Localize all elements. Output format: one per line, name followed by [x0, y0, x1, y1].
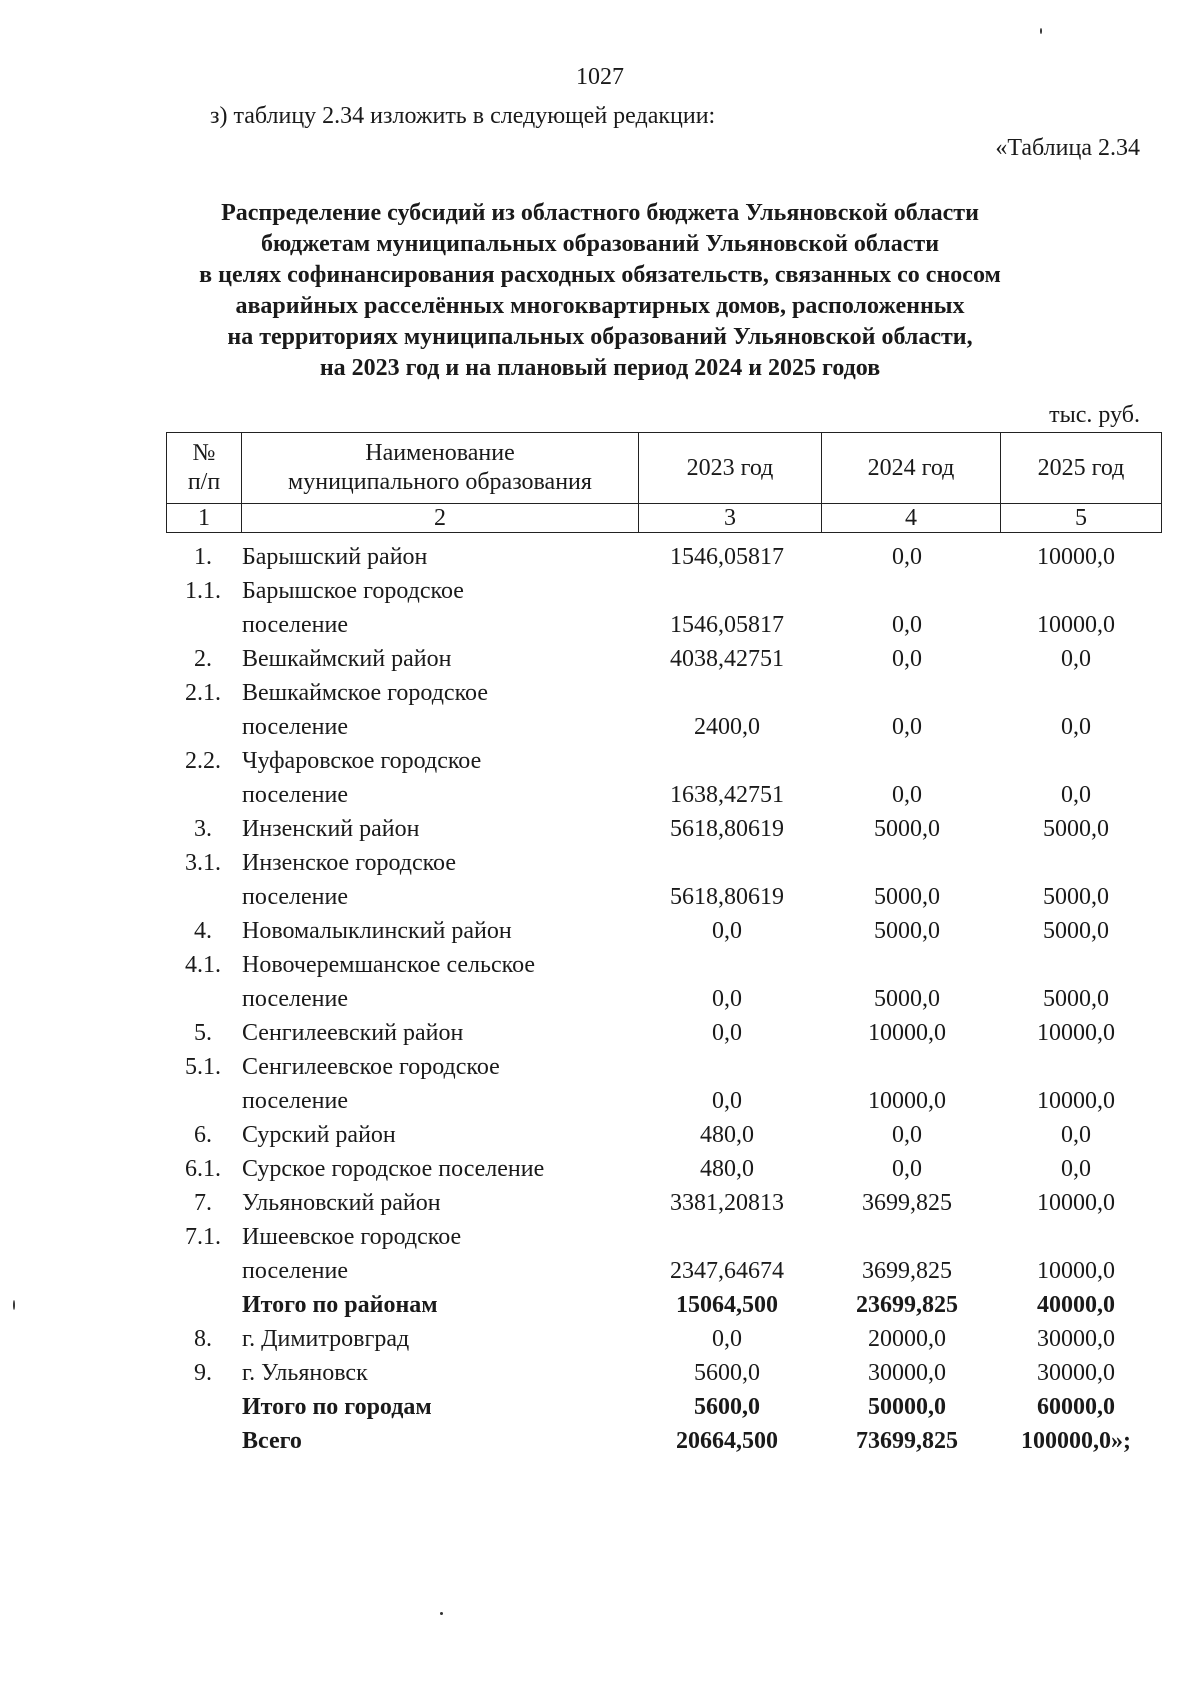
value-2023: 1546,05817	[670, 544, 784, 570]
row-number: 6.1.	[185, 1156, 221, 1182]
row-name-line: Ишеевское городское	[242, 1224, 462, 1250]
row-name	[240, 1186, 636, 1220]
value-2023: 0,0	[712, 1326, 742, 1352]
row-name	[240, 1220, 636, 1288]
table-row	[166, 914, 1156, 948]
header-colnum: 4	[822, 504, 1001, 533]
title-line: на 2023 год и на плановый период 2024 и 2025 годов	[319, 355, 881, 381]
value-2023: 3381,20813	[670, 1190, 784, 1216]
value-2024: 5000,0	[874, 816, 940, 842]
header-num: № п/п	[167, 433, 242, 504]
row-name	[240, 1050, 636, 1118]
value-2024: 73699,825	[856, 1428, 958, 1454]
row-name	[240, 914, 636, 948]
value-2025: 10000,0	[1037, 1020, 1115, 1046]
scan-speck	[440, 1612, 443, 1615]
table-row	[166, 574, 1156, 642]
document-title	[0, 198, 1200, 384]
row-name	[240, 1424, 636, 1458]
value-2025: 5000,0	[1043, 816, 1109, 842]
table-row	[166, 1152, 1156, 1186]
row-name	[240, 1288, 636, 1322]
row-name-line: Чуфаровское городское	[242, 748, 482, 774]
row-name-line: Инзенский район	[242, 816, 420, 842]
row-name-line: Барышский район	[242, 544, 428, 570]
value-2025: 40000,0	[1037, 1292, 1115, 1318]
row-name-line: Сенгилеевский район	[242, 1020, 464, 1046]
row-name-line: поселение	[242, 986, 349, 1012]
row-name	[240, 1390, 636, 1424]
value-2024: 3699,825	[862, 1190, 952, 1216]
value-2023: 20664,500	[676, 1428, 778, 1454]
row-number: 2.2.	[185, 748, 221, 774]
value-2024: 5000,0	[874, 884, 940, 910]
row-name-line: Сенгилеевское городское	[242, 1054, 500, 1080]
row-name-line: поселение	[242, 612, 349, 638]
value-2025: 10000,0	[1037, 1088, 1115, 1114]
value-2024: 0,0	[892, 544, 922, 570]
value-2025: 0,0	[1061, 782, 1091, 808]
value-2023: 2347,64674	[670, 1258, 784, 1284]
value-2023: 1638,42751	[670, 782, 784, 808]
row-name-line: поселение	[242, 714, 349, 740]
value-2025: 60000,0	[1037, 1394, 1115, 1420]
row-number: 4.	[194, 918, 212, 944]
header-colnum: 3	[639, 504, 822, 533]
intro-text: з) таблицу 2.34 изложить в следующей редакции:	[210, 103, 716, 129]
scan-speck	[13, 1300, 15, 1310]
row-name	[240, 1152, 636, 1186]
row-number: 3.1.	[185, 850, 221, 876]
value-2025: 10000,0	[1037, 1190, 1115, 1216]
value-2024: 0,0	[892, 782, 922, 808]
table-row	[166, 1016, 1156, 1050]
value-2023: 0,0	[712, 1020, 742, 1046]
row-name-line: Ульяновский район	[242, 1190, 441, 1216]
header-name: Наименование муниципального образования	[242, 433, 639, 504]
row-name	[240, 574, 636, 642]
table-row	[166, 1050, 1156, 1118]
table-row	[166, 1322, 1156, 1356]
row-name-line: Вешкаймское городское	[242, 680, 488, 706]
row-number: 4.1.	[185, 952, 221, 978]
table-row	[166, 1288, 1156, 1322]
title-line: Распределение субсидий из областного бюджета Ульяновской области	[221, 200, 979, 226]
row-name-line: поселение	[242, 1258, 349, 1284]
value-2024: 30000,0	[868, 1360, 946, 1386]
row-name-line: поселение	[242, 1088, 349, 1114]
row-name	[240, 812, 636, 846]
title-line: на территориях муниципальных образований Ульяновской области,	[227, 324, 973, 350]
table-row	[166, 744, 1156, 812]
value-2024: 10000,0	[868, 1088, 946, 1114]
value-2024: 0,0	[892, 1122, 922, 1148]
row-name-line: Вешкаймский район	[242, 646, 452, 672]
value-2025: 5000,0	[1043, 918, 1109, 944]
row-number: 9.	[194, 1360, 212, 1386]
header-2024: 2024 год	[822, 433, 1001, 504]
value-2025: 5000,0	[1043, 986, 1109, 1012]
row-number: 5.	[194, 1020, 212, 1046]
table-header	[166, 432, 1162, 533]
table-row	[166, 1356, 1156, 1390]
row-name-line: Сурский район	[242, 1122, 396, 1148]
value-2023: 0,0	[712, 918, 742, 944]
table-row	[166, 1390, 1156, 1424]
row-name-line: Барышское городское	[242, 578, 464, 604]
header-colnum: 2	[242, 504, 639, 533]
value-2024: 0,0	[892, 646, 922, 672]
row-name-line: Новомалыклинский район	[242, 918, 512, 944]
row-name	[240, 1322, 636, 1356]
row-name	[240, 642, 636, 676]
value-2025: 30000,0	[1037, 1360, 1115, 1386]
row-name-line: Итого по районам	[242, 1292, 438, 1318]
row-number: 3.	[194, 816, 212, 842]
table-reference: «Таблица 2.34	[995, 135, 1140, 161]
table-row	[166, 642, 1156, 676]
value-2024: 50000,0	[868, 1394, 946, 1420]
table-row	[166, 1186, 1156, 1220]
row-number: 1.	[194, 544, 212, 570]
value-2024: 3699,825	[862, 1258, 952, 1284]
value-2024: 5000,0	[874, 918, 940, 944]
row-name	[240, 676, 636, 744]
value-2023: 480,0	[700, 1122, 754, 1148]
value-2024: 23699,825	[856, 1292, 958, 1318]
row-name	[240, 1118, 636, 1152]
table-row	[166, 540, 1156, 574]
table-row	[166, 948, 1156, 1016]
value-2025: 5000,0	[1043, 884, 1109, 910]
row-name-line: поселение	[242, 782, 349, 808]
row-name	[240, 540, 636, 574]
value-2023: 4038,42751	[670, 646, 784, 672]
value-2023: 5618,80619	[670, 816, 784, 842]
value-2023: 5600,0	[694, 1360, 760, 1386]
row-name-line: Всего	[242, 1428, 302, 1454]
row-name-line: поселение	[242, 884, 349, 910]
value-2023: 2400,0	[694, 714, 760, 740]
row-number: 7.1.	[185, 1224, 221, 1250]
title-line: аварийных расселённых многоквартирных домов, расположенных	[235, 293, 965, 319]
value-2023: 480,0	[700, 1156, 754, 1182]
title-line: бюджетам муниципальных образований Ульяновской области	[260, 231, 940, 257]
value-2024: 0,0	[892, 714, 922, 740]
row-name	[240, 1016, 636, 1050]
value-2023: 1546,05817	[670, 612, 784, 638]
scan-speck	[1040, 28, 1042, 34]
header-colnum: 5	[1001, 504, 1162, 533]
row-name-line: Новочеремшанское сельское	[242, 952, 536, 978]
value-2023: 5618,80619	[670, 884, 784, 910]
row-name-line: г. Ульяновск	[242, 1360, 368, 1386]
table-row	[166, 812, 1156, 846]
row-name	[240, 744, 636, 812]
header-2023: 2023 год	[639, 433, 822, 504]
row-number: 2.	[194, 646, 212, 672]
value-2024: 5000,0	[874, 986, 940, 1012]
table-row	[166, 846, 1156, 914]
header-2025: 2025 год	[1001, 433, 1162, 504]
value-2023: 0,0	[712, 1088, 742, 1114]
row-name-line: Сурское городское поселение	[242, 1156, 545, 1182]
title-line: в целях софинансирования расходных обязательств, связанных со сносом	[199, 262, 1001, 288]
value-2025: 0,0	[1061, 1156, 1091, 1182]
row-number: 8.	[194, 1326, 212, 1352]
value-2024: 0,0	[892, 1156, 922, 1182]
row-name-line: Итого по городам	[242, 1394, 432, 1420]
table-row	[166, 1118, 1156, 1152]
table-row	[166, 1220, 1156, 1288]
value-2025: 10000,0	[1037, 544, 1115, 570]
value-2024: 0,0	[892, 612, 922, 638]
table-row	[166, 1424, 1156, 1458]
value-2023: 5600,0	[694, 1394, 760, 1420]
header-colnum: 1	[167, 504, 242, 533]
row-name-line: Инзенское городское	[242, 850, 456, 876]
value-2023: 0,0	[712, 986, 742, 1012]
table-row	[166, 676, 1156, 744]
value-2025: 0,0	[1061, 646, 1091, 672]
page-number: 1027	[576, 64, 624, 90]
value-2023: 15064,500	[676, 1292, 778, 1318]
value-2025: 30000,0	[1037, 1326, 1115, 1352]
value-2024: 20000,0	[868, 1326, 946, 1352]
value-2025: 0,0	[1061, 1122, 1091, 1148]
value-2024: 10000,0	[868, 1020, 946, 1046]
row-number: 5.1.	[185, 1054, 221, 1080]
row-name-line: г. Димитровград	[242, 1326, 410, 1352]
value-2025: 100000,0»;	[1021, 1428, 1131, 1454]
row-name	[240, 948, 636, 1016]
row-number: 1.1.	[185, 578, 221, 604]
row-number: 7.	[194, 1190, 212, 1216]
value-2025: 0,0	[1061, 714, 1091, 740]
value-2025: 10000,0	[1037, 1258, 1115, 1284]
row-number: 2.1.	[185, 680, 221, 706]
row-name	[240, 1356, 636, 1390]
value-2025: 10000,0	[1037, 612, 1115, 638]
row-name	[240, 846, 636, 914]
units-label: тыс. руб.	[1049, 402, 1140, 428]
row-number: 6.	[194, 1122, 212, 1148]
table-body	[166, 540, 1156, 1458]
